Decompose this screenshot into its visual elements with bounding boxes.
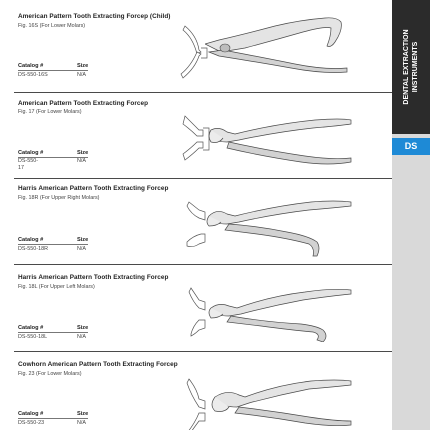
size-value: N/A — [77, 158, 86, 164]
product-entry — [0, 178, 392, 264]
size-header: Size — [77, 150, 89, 156]
catalog-header: Catalog # — [18, 411, 44, 417]
size-value: N/A — [77, 246, 86, 252]
catalog-number: DS-550-16S — [18, 72, 48, 78]
catalog-number: DS-550-18R — [18, 246, 48, 252]
catalog-number: DS-550-18L — [18, 334, 48, 340]
product-title: Harris American Pattern Tooth Extracting Forcep — [18, 185, 169, 192]
product-entry — [0, 0, 392, 92]
product-figure: Fig. 23 (For Lower Molars) — [18, 371, 82, 377]
catalog-header: Catalog # — [18, 63, 44, 69]
header-underline — [18, 418, 88, 419]
catalog-header: Catalog # — [18, 150, 44, 156]
forcep-illustration — [205, 196, 355, 258]
size-value: N/A — [77, 334, 86, 340]
product-title: Cowhorn American Pattern Tooth Extracting Forcep — [18, 361, 178, 368]
product-figure: Fig. 17 (For Lower Molars) — [18, 109, 82, 115]
product-figure: Fig. 18L (For Upper Left Molars) — [18, 284, 95, 290]
section-label-line1: DENTAL EXTRACTION — [403, 29, 410, 105]
size-header: Size — [77, 237, 89, 243]
product-title: American Pattern Tooth Extracting Forcep — [18, 100, 149, 107]
section-sidebar — [392, 0, 430, 430]
product-entry — [0, 351, 392, 430]
size-header: Size — [77, 411, 89, 417]
forcep-illustration — [205, 371, 355, 430]
section-label — [392, 0, 430, 134]
size-header: Size — [77, 325, 89, 331]
size-value: N/A — [77, 72, 86, 78]
ds-tab[interactable]: DS — [392, 138, 430, 155]
header-underline — [18, 70, 88, 71]
catalog-header: Catalog # — [18, 237, 44, 243]
catalog-number: DS-550-17 — [18, 158, 39, 171]
product-figure: Fig. 18R (For Upper Right Molars) — [18, 195, 100, 201]
section-label-line2: INSTRUMENTS — [412, 41, 419, 93]
size-header: Size — [77, 63, 89, 69]
product-entry — [0, 264, 392, 350]
header-underline — [18, 244, 88, 245]
product-title: American Pattern Tooth Extracting Forcep (Child) — [18, 13, 171, 20]
size-value: N/A — [77, 420, 86, 426]
catalog-number: DS-550-23 — [18, 420, 45, 426]
forcep-illustration — [205, 108, 355, 170]
catalog-header: Catalog # — [18, 325, 44, 331]
product-title: Harris American Pattern Tooth Extracting Forcep — [18, 274, 169, 281]
forcep-illustration — [205, 280, 355, 342]
product-entry — [0, 92, 392, 178]
forcep-illustration — [205, 12, 355, 74]
product-figure: Fig. 16S (For Lower Molars) — [18, 23, 86, 29]
header-underline — [18, 332, 88, 333]
